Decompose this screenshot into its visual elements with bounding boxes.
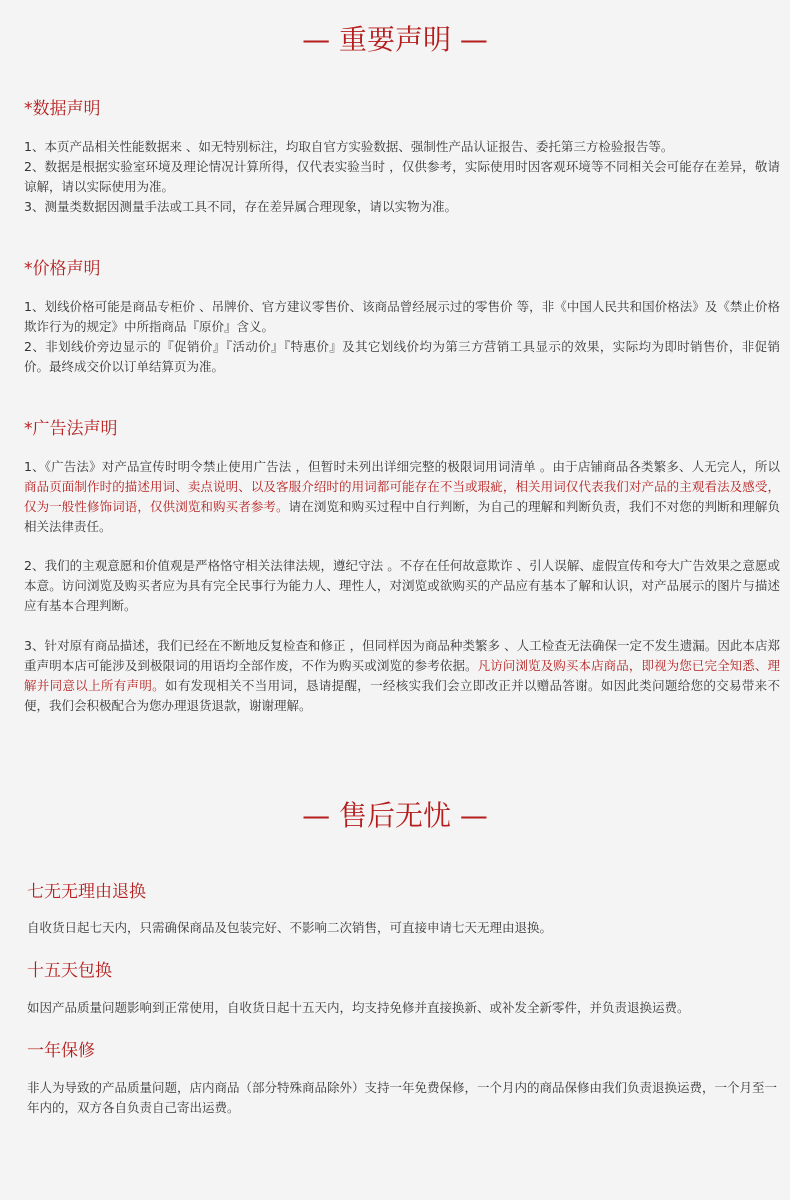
ad-p1-text-b: 请在浏览和购买过程中自行判断，为自己的理解和判断负责，我们不对您的判断和理解负相关法律责任。: [24, 499, 780, 534]
price-line-2: 2、非划线价旁边显示的『促销价』『活动价』『特惠价』及其它划线价均为第三方营销工具显示的效果，实际均为即时销售价，非促销价。最终成交价以订单结算页为准。: [24, 339, 780, 374]
ad-paragraph-3: [24, 636, 780, 716]
after-sales-item-text: 非人为导致的产品质量问题，店内商品（部分特殊商品除外）支持一年免费保修，一个月内的商品保修由我们负责退换运费，一个月至一年内的，双方各自负责自己寄出运费。: [27, 1080, 778, 1115]
ad-p1-highlight: 商品页面制作时的描述用词、卖点说明、以及客服介绍时的用词都可能存在不当或瑕疵，相关用词仅代表我们对产品的主观看法及感受，仅为一般性修饰词语，仅供浏览和购买者参考。: [24, 479, 780, 514]
data-line-3: 3、测量类数据因测量手法或工具不同，存在差异属合理现象，请以实物为准。: [24, 199, 457, 214]
after-sales-item-heading: 一年保修: [27, 1041, 95, 1061]
price-section-heading: *价格声明: [24, 259, 101, 279]
ad-paragraph-2: 2、我们的主观意愿和价值观是严格恪守相关法律法规，遵纪守法 。不存在任何故意欺诈 、引人误解、虚假宣传和夸大广告效果之意愿或本意。访问浏览及购买者应为具有完全民事行为能力人、理性人，对浏览或欲购买的产品应有基本了解和认识，对产品展示的图片与描述应有基本合理判断。: [24, 558, 780, 613]
ad-section-heading: *广告法声明: [24, 419, 118, 439]
data-line-2: 2、数据是根据实验室环境及理论情况计算所得，仅代表实验当时 ，仅供参考，实际使用时因客观环境等不同相关会可能存在差异，敬请谅解，请以实际使用为准。: [24, 159, 780, 194]
ad-paragraph-1: [24, 457, 780, 537]
after-sales-item-text: 自收货日起七天内，只需确保商品及包装完好、不影响二次销售，可直接申请七天无理由退换。: [27, 920, 553, 935]
price-line-1: 1、划线价格可能是商品专柜价 、吊牌价、官方建议零售价、该商品曾经展示过的零售价 等，非《中国人民共和国价格法》及《禁止价格欺诈行为的规定》中所指商品『原价』含义。: [24, 299, 780, 334]
ad-p3-text-a: 3、针对原有商品描述，我们已经在不断地反复检查和修正 ，但同样因为商品种类繁多 、人工检查无法确保一定不发生遗漏。因此本店郑重声明本店可能涉及到极限词的用语均全部作废，不作为购买或浏览的参考依据。: [24, 638, 780, 673]
data-line-1: 1、本页产品相关性能数据来 、如无特别标注，均取自官方实验数据、强制性产品认证报告、委托第三方检验报告等。: [24, 139, 674, 154]
data-section-heading: *数据声明: [24, 99, 101, 119]
ad-p3-text-b: 如有发现相关不当用词，恳请提醒，一经核实我们会立即改正并以赠品答谢。如因此类问题给您的交易带来不便，我们会积极配合为您办理退货退款，谢谢理解。: [24, 678, 780, 713]
ad-p3-highlight: 凡访问浏览及购买本店商品，即视为您已完全知悉、理解并同意以上所有声明。: [24, 658, 780, 693]
after-sales-item-heading: 十五天包换: [27, 961, 112, 981]
ad-p1-text-a: 1、《广告法》对产品宣传时明令禁止使用广告法 ，但暂时未列出详细完整的极限词用词清单 。由于店铺商品各类繁多、人无完人，所以: [24, 459, 780, 474]
after-sales-item-heading: 七无无理由退换: [27, 882, 146, 902]
disclaimer-title: — 重要声明 —: [302, 23, 488, 56]
after-sales-title: — 售后无忧 —: [302, 799, 488, 832]
after-sales-item-text: 如因产品质量问题影响到正常使用，自收货日起十五天内，均支持免修并直接换新、或补发全新零件，并负责退换运费。: [27, 1000, 690, 1015]
